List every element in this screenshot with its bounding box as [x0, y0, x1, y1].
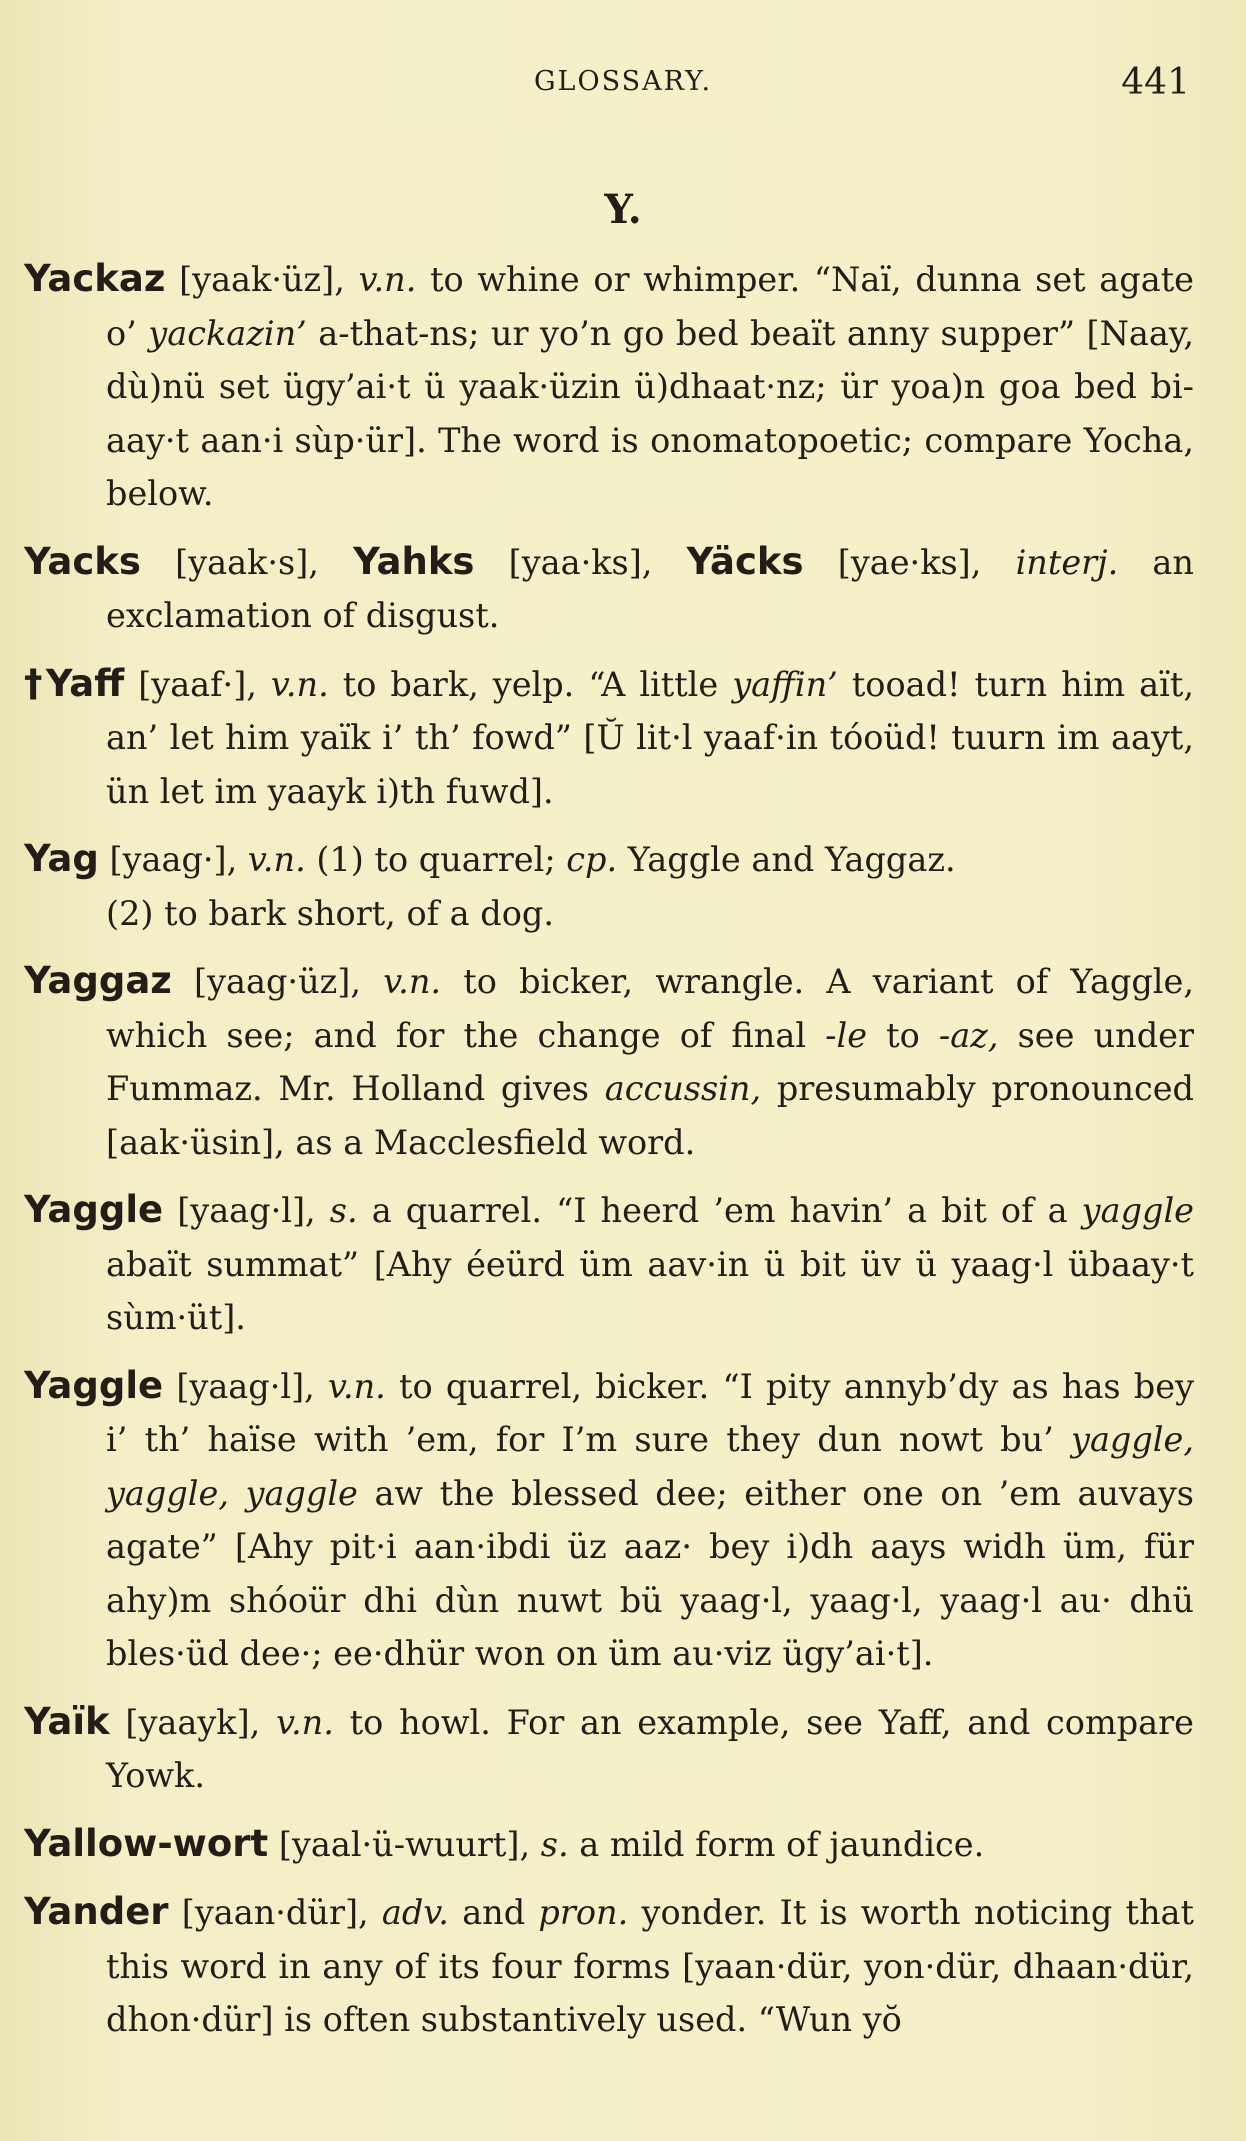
entry-yag: Yag [yaag·], v.n. (1) to quarrel; cp. Yaggle and Yaggaz. (2) to bark short, of a dog. — [24, 832, 1194, 940]
section-letter: Y. — [604, 186, 642, 233]
entry-yackaz: Yackaz [yaak·üz], v.n. to whine or whimper. “Naï, dunna set agate o’ yackazin’ a-that-ns; ur yo’n go bed beaït anny supper” [Naay, dù)nü set ügy’ai·t ü yaak·üzin ü)dhaat·nz; ür yoa)n goa bed bi-aay·t aan·i sùp·ür]. The word is onomatopoetic; compare Yocha, below. — [24, 257, 1194, 513]
entry-yaggle-noun: Yaggle [yaag·l], s. a quarrel. “I heerd ’em havin’ a bit of a yaggle abaït summat” [Ahy éeürd üm aav·in ü bit üv ü yaag·l übaay·t sùm·üt]. — [24, 1188, 1194, 1337]
entry-yacks: Yacks [yaak·s], Yahks [yaa·ks], Yäcks [yae·ks], interj. an exclamation of disgust. — [24, 539, 1194, 635]
headword: Yaggle — [24, 1363, 164, 1407]
headword: Yackaz — [24, 257, 166, 300]
headword: Yander — [24, 1890, 169, 1933]
headword: Yäcks — [686, 539, 804, 583]
running-title: GLOSSARY. — [533, 66, 713, 97]
entry-yallow-wort: Yallow-wort [yaal·ü-wuurt], s. a mild form of jaundice. — [24, 1821, 985, 1865]
entry-yaggaz: Yaggaz [yaag·üz], v.n. to bicker, wrangle. A variant of Yaggle, which see; and for the change of final -le to -az, see under Fummaz. Mr. Holland gives accussin, presumably pronounced [aak·üsin], as a Macclesfield word. — [24, 959, 1195, 1162]
headword: Yallow-wort — [24, 1821, 269, 1865]
entry-yaggle-verb: Yaggle [yaag·l], v.n. to quarrel, bicker. “I pity annyb’dy as has bey i’ th’ haïse with ’em, for I’m sure they dun nowt bu’ yaggle, yaggle, yaggle aw the blessed dee; either one on ’em auvays agate” [Ahy pit·i aan·ibdi üz aaz· bey i)dh aays widh üm, für ahy)m shóoür dhi dùn nuwt bü yaag·l, yaag·l, yaag·l au· dhü bles·üd dee·; ee·dhür won on üm au·viz ügy’ai·t]. — [24, 1363, 1195, 1673]
headword: Yaïk — [24, 1699, 110, 1743]
headword: Yaggaz — [24, 959, 172, 1002]
headword: Yaggle — [24, 1188, 164, 1231]
entry-yander: Yander [yaan·dür], adv. and pron. yonder. It is worth noticing that this word in any of its four forms [yaan·dür, yon·dür, dhaan·dür, dhon·dür] is often substantively used. “Wun yŏ — [24, 1890, 1194, 2039]
running-head — [0, 62, 1246, 112]
headword: Yag — [24, 837, 99, 880]
page-number: 441 — [1121, 62, 1190, 103]
entry-yaff: †Yaff [yaaf·], v.n. to bark, yelp. “A little yaffin’ tooad! turn him aït, an’ let him yaïk i’ th’ fowd” [Ŭ lit·l yaaf·in tóoüd! tuurn im aayt, ün let im yaayk i)th fuwd]. — [24, 661, 1194, 811]
headword: †Yaff — [24, 661, 125, 705]
headword: Yacks — [24, 539, 141, 583]
glossary-entries — [24, 252, 1194, 2061]
sense-2: (2) to bark short, of a dog. — [106, 893, 555, 933]
headword: Yahks — [353, 539, 475, 583]
entry-yaik: Yaïk [yaayk], v.n. to howl. For an example, see Yaff, and compare Yowk. — [24, 1699, 1194, 1795]
